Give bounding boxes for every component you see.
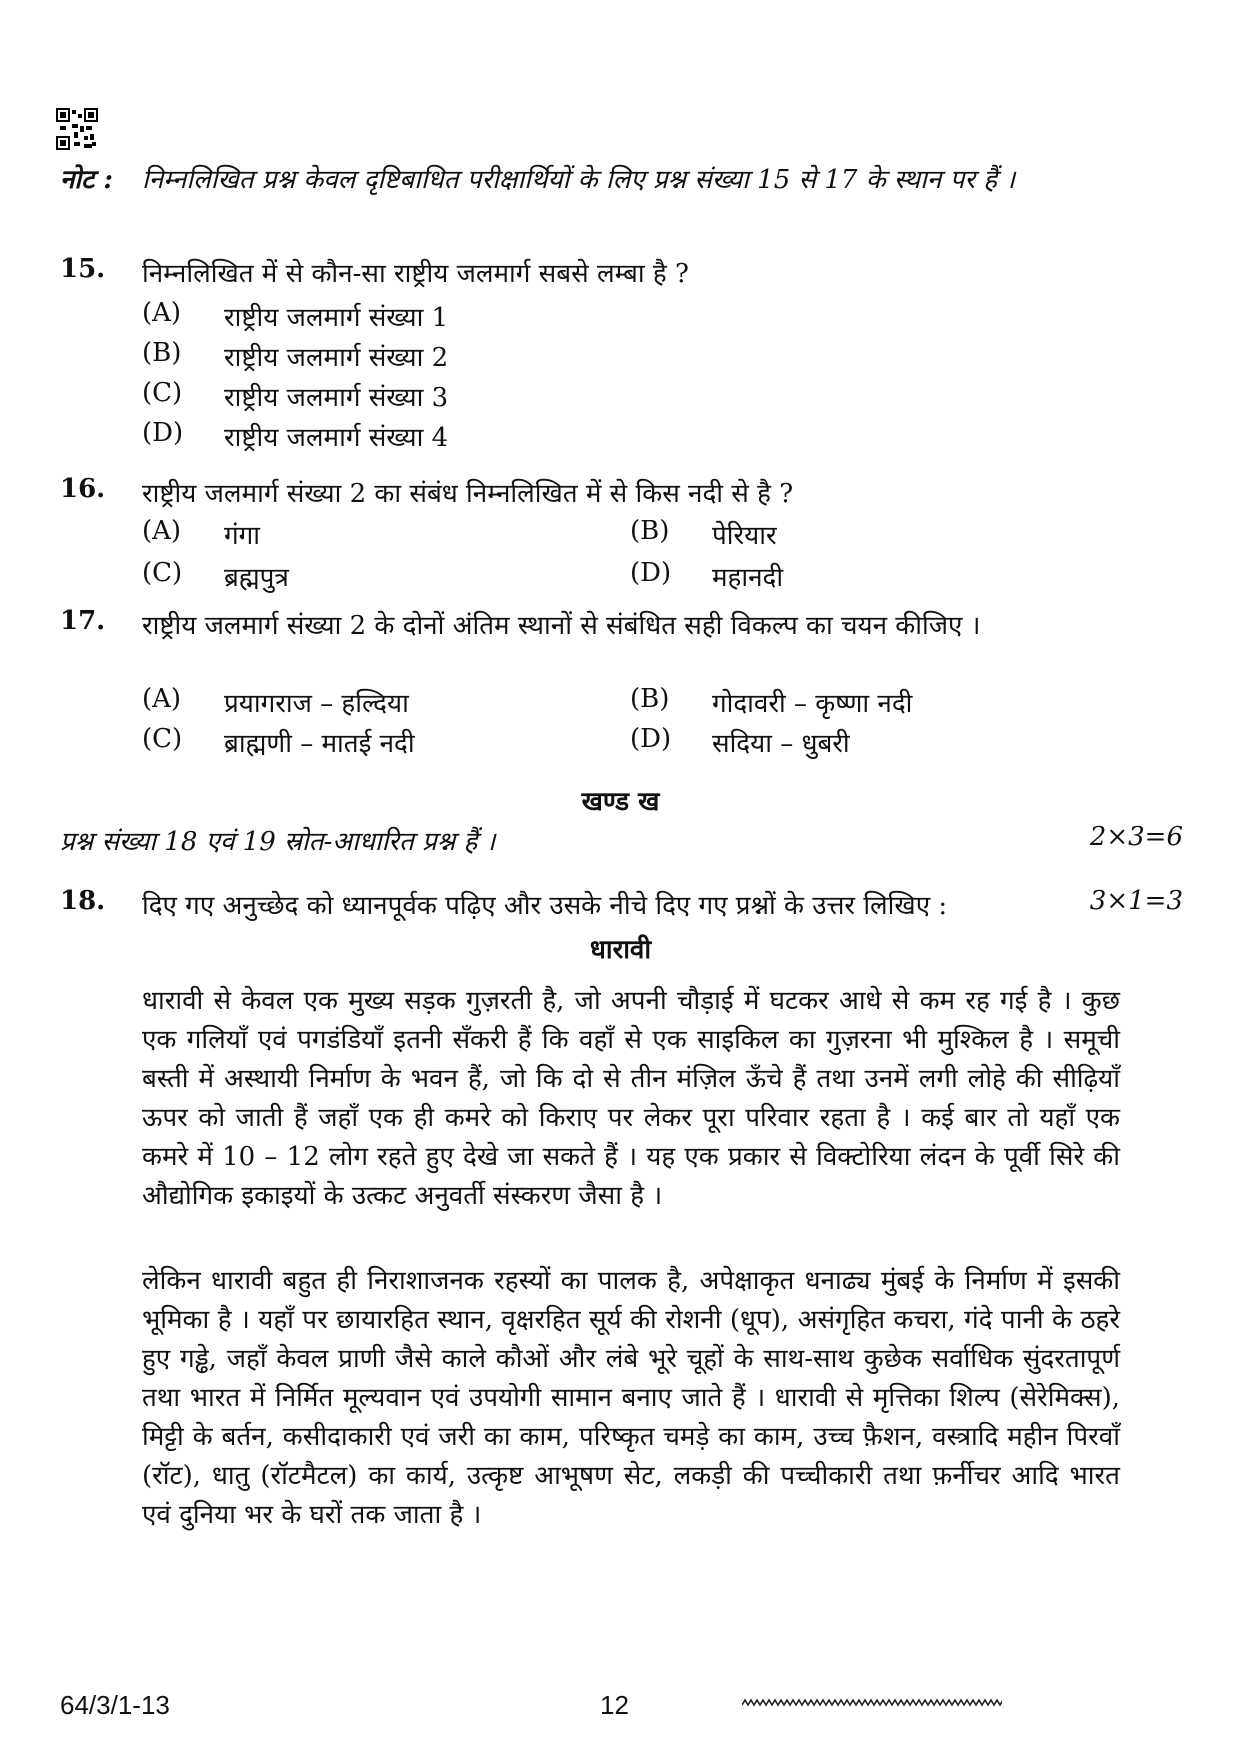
section-marks: 2×3=6 <box>1089 822 1183 852</box>
passage-title: धारावी <box>589 935 652 965</box>
question-number: 16. <box>60 474 106 504</box>
question-number: 15. <box>60 254 106 284</box>
paper-code: 64/3/1-13 <box>60 1690 170 1720</box>
question-marks: 3×1=3 <box>1089 886 1183 916</box>
question-text: निम्नलिखित में से कौन-सा राष्ट्रीय जलमार्ग सबसे लम्बा है ? <box>142 259 689 289</box>
section-instruction: प्रश्न संख्या 18 एवं 19 स्रोत-आधारित प्रश्न हैं । <box>60 827 496 857</box>
passage-paragraph-1: धारावी से केवल एक मुख्य सड़क गुज़रती है, जो अपनी चौड़ाई में घटकर आधे से कम रह गई है । कुछ एक गलियाँ एवं पगडंडियाँ इतनी सँकरी हैं कि वहाँ से एक साइकिल का गुज़रना भी मुश्किल है । समूची बस्ती में अस्थायी निर्माण के भवन हैं, जो कि दो से तीन मंज़िल ऊँचे हैं तथा उनमें लगी लोहे की सीढ़ियाँ ऊपर को जाती हैं जहाँ एक ही कमरे को किराए पर लेकर पूरा परिवार रहता है । कई बार तो यहाँ एक कमरे में 10 – 12 लोग रहते हुए देखे जा सकते हैं । यह एक प्रकार से विक्टोरिया लंदन के पूर्वी सिरे की औद्योगिक इकाइयों के उत्कट अनुवर्ती संस्करण जैसा है । <box>142 986 1120 1211</box>
passage-paragraph-2: लेकिन धारावी बहुत ही निराशाजनक रहस्यों का पालक है, अपेक्षाकृत धनाढ्य मुंबई के निर्माण में इसकी भूमिका है । यहाँ पर छायारहित स्थान, वृक्षरहित सूर्य की रोशनी (धूप), असंगृहित कचरा, गंदे पानी के ठहरे हुए गड्ढे, जहाँ केवल प्राणी जैसे काले कौओं और लंबे भूरे चूहों के साथ-साथ कुछेक सर्वाधिक सुंदरतापूर्ण तथा भारत में निर्मित मूल्यवान एवं उपयोगी सामान बनाए जाते हैं । धारावी से मृत्तिका शिल्प (सेरेमिक्स), मिट्टी के बर्तन, कसीदाकारी एवं जरी का काम, परिष्कृत चमड़े का काम, उच्च फ़ैशन, वस्त्रादि महीन पिरवाँ (रॉट), धातु (रॉटमैटल) का कार्य, उत्कृष्ट आभूषण सेट, लकड़ी की पच्चीकारी तथा फ़र्नीचर आदि भारत एवं दुनिया भर के घरों तक जाता है । <box>142 1266 1120 1530</box>
question-text: दिए गए अनुच्छेद को ध्यानपूर्वक पढ़िए और उसके नीचे दिए गए प्रश्नों के उत्तर लिखिए : <box>142 891 948 921</box>
question-number: 18. <box>60 886 106 916</box>
note-label: नोट : <box>60 165 113 195</box>
wavy-line-decoration <box>742 1694 1002 1716</box>
exam-page: नोट : निम्नलिखित प्रश्न केवल दृष्टिबाधित परीक्षार्थियों के लिए प्रश्न संख्या 15 से 17 के स्थान पर हैं । 15. निम्नलिखित में से कौन-सा राष्ट्रीय जलमार्ग सबसे लम्बा है ? (A) राष्ट्रीय जलमार्ग संख्या 1 (B) राष्ट्रीय जलमार्ग संख्या 2 (C) राष्ट्रीय जलमार्ग संख्या 3 (D) राष्ट्रीय जलमार्ग संख्या 4 16. राष्ट्रीय जलमार्ग संख्या 2 का संबंध निम्नलिखित में से किस नदी से है ? (A) गंगा (B) पेरियार (C) ब्रह्मपुत्र (D) महानदी 17. राष्ट्रीय जलमार्ग संख्या 2 के दोनों अंतिम स्थानों से संबंधित सही विकल्प का चयन कीजिए । (A) प्रयागराज – हल्दिया (B) गोदावरी – कृष्णा नदी (C) ब्राह्मणी – मातई नदी (D) सदिया – धुबरी खण्ड ख प्रश्न संख्या 18 एवं 19 स्रोत-आधारित प्रश्न हैं । 2×3=6 18. दिए गए अनुच्छेद को ध्यानपूर्वक पढ़िए और उसके नीचे दिए गए प्रश्नों के उत्तर लिखिए : 3×1=3 धारावी धारावी से केवल एक मुख्य सड़क गुज़रती है, जो अपनी चौड़ाई में घटकर आधे से कम रह गई है । कुछ एक गलियाँ एवं पगडंडियाँ इतनी सँकरी हैं कि वहाँ से एक साइकिल का गुज़रना भी मुश्किल है । समूची बस्ती में अस्थायी निर्माण के भवन हैं, जो कि दो से तीन मंज़िल ऊँचे हैं तथा उनमें लगी लोहे की सीढ़ियाँ ऊपर को जाती हैं जहाँ एक ही कमरे को किराए पर लेकर पूरा परिवार रहता है । कई बार तो यहाँ एक कमरे में 10 – 12 लोग रहते हुए देखे जा सकते हैं । यह एक प्रकार से विक्टोरिया लंदन के पूर्वी सिरे की औद्योगिक इकाइयों के उत्कट अनुवर्ती संस्करण जैसा है । लेकिन धारावी बहुत ही निराशाजनक रहस्यों का पालक है, अपेक्षाकृत धनाढ्य मुंबई के निर्माण में इसकी भूमिका है । यहाँ पर छायारहित स्थान, वृक्षरहित सूर्य की रोशनी (धूप), असंगृहित कचरा, गंदे पानी के ठहरे हुए गड्ढे, जहाँ केवल प्राणी जैसे काले कौओं और लंबे भूरे चूहों के साथ-साथ कुछेक सर्वाधिक सुंदरतापूर्ण तथा भारत में निर्मित मूल्यवान एवं उपयोगी सामान बनाए जाते हैं । धारावी से मृत्तिका शिल्प (सेरेमिक्स), मिट्टी के बर्तन, कसीदाकारी एवं जरी का काम, परिष्कृत चमड़े का काम, उच्च फ़ैशन, वस्त्रादि महीन पिरवाँ (रॉट), धातु (रॉटमैटल) का कार्य, उत्कृष्ट आभूषण सेट, लकड़ी की पच्चीकारी तथा फ़र्नीचर आदि भारत एवं दुनिया भर के घरों तक जाता है । 64/3/1-13 12 <box>0 0 1241 1755</box>
question-text: राष्ट्रीय जलमार्ग संख्या 2 का संबंध निम्नलिखित में से किस नदी से है ? <box>142 479 794 509</box>
section-title: खण्ड ख <box>581 787 660 817</box>
question-text: राष्ट्रीय जलमार्ग संख्या 2 के दोनों अंतिम स्थानों से संबंधित सही विकल्प का चयन कीजिए । <box>142 611 981 641</box>
question-number: 17. <box>60 606 106 636</box>
qr-code-icon <box>56 108 98 150</box>
page-number: 12 <box>600 1690 629 1720</box>
note-text: निम्नलिखित प्रश्न केवल दृष्टिबाधित परीक्षार्थियों के लिए प्रश्न संख्या 15 से 17 के स्थान पर हैं । <box>142 165 1016 195</box>
